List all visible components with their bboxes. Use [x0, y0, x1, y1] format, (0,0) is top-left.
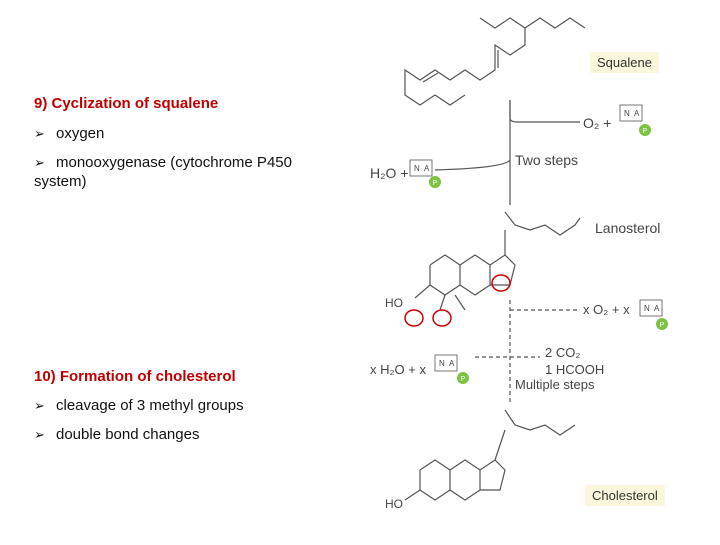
- x-water-label: x H₂O + x: [370, 362, 426, 377]
- squalene-cyclization-heading: 9) Cyclization of squalene: [34, 95, 219, 112]
- cofactor-letter: N: [414, 164, 420, 173]
- cholesterol-pathway-figure: [355, 0, 720, 540]
- cofactor-letter: P: [642, 128, 648, 135]
- methyl-highlight-circle: [433, 310, 451, 326]
- bullet-text: monooxygenase (cytochrome P450: [56, 154, 292, 171]
- bullet-text: oxygen: [56, 125, 105, 142]
- arrow-bullet-icon: ➢: [34, 427, 45, 442]
- cofactor-letter: P: [460, 376, 466, 383]
- methyl-group-highlights: [405, 275, 510, 326]
- oxygen-label: O₂ +: [583, 115, 612, 131]
- water-output-arrow: [435, 160, 510, 170]
- cofactor-letter: P: [659, 322, 665, 329]
- squalene-structure: [405, 18, 585, 105]
- carbon-dioxide-label: 2 CO₂: [545, 345, 581, 360]
- multiple-steps-label: Multiple steps: [515, 377, 595, 392]
- arrow-bullet-icon: ➢: [34, 126, 45, 141]
- bullet-text: cleavage of 3 methyl groups: [56, 397, 244, 414]
- water-label: H₂O +: [370, 165, 409, 181]
- oxygen-input-arrow: [510, 100, 580, 122]
- lanosterol-structure: [415, 212, 580, 310]
- cofactor-letter: A: [634, 109, 640, 118]
- bullet-monooxygenase: [34, 153, 292, 172]
- bullet-double-bond: [34, 425, 199, 444]
- cofactor-letter: N: [439, 359, 445, 368]
- squalene-label: Squalene: [590, 52, 659, 73]
- cofactor-letter: A: [424, 164, 430, 173]
- cholesterol-structure: [405, 410, 575, 500]
- cofactor-letter: N: [624, 109, 630, 118]
- formic-acid-label: 1 HCOOH: [545, 362, 605, 377]
- nadp-cofactor-icon: [435, 355, 469, 384]
- cofactor-letter: A: [449, 359, 455, 368]
- arrow-bullet-icon: ➢: [34, 155, 45, 170]
- cofactor-letter: P: [432, 180, 438, 187]
- arrow-bullet-icon: ➢: [34, 398, 45, 413]
- cholesterol-label: Cholesterol: [585, 485, 665, 506]
- bullet-methyl-cleavage: [34, 396, 244, 415]
- bullet-text: double bond changes: [56, 426, 200, 443]
- bullet-continuation: system): [34, 173, 87, 190]
- pathway-diagram: [355, 0, 720, 540]
- nadp-cofactor-icon: [410, 160, 441, 188]
- cofactor-letter: N: [644, 304, 650, 313]
- lanosterol-label: Lanosterol: [595, 220, 661, 236]
- two-steps-label: Two steps: [515, 152, 579, 168]
- bullet-oxygen: [34, 124, 104, 143]
- hydroxyl-label: HO: [385, 296, 403, 310]
- methyl-highlight-circle: [405, 310, 423, 326]
- cholesterol-formation-heading: 10) Formation of cholesterol: [34, 368, 236, 385]
- cofactor-letter: A: [654, 304, 660, 313]
- x-oxygen-label: x O₂ + x: [583, 302, 630, 317]
- nadph-cofactor-icon: [640, 300, 668, 330]
- methyl-highlight-circle: [492, 275, 510, 291]
- hydroxyl-label: HO: [385, 497, 403, 511]
- nadph-cofactor-icon: [620, 105, 651, 136]
